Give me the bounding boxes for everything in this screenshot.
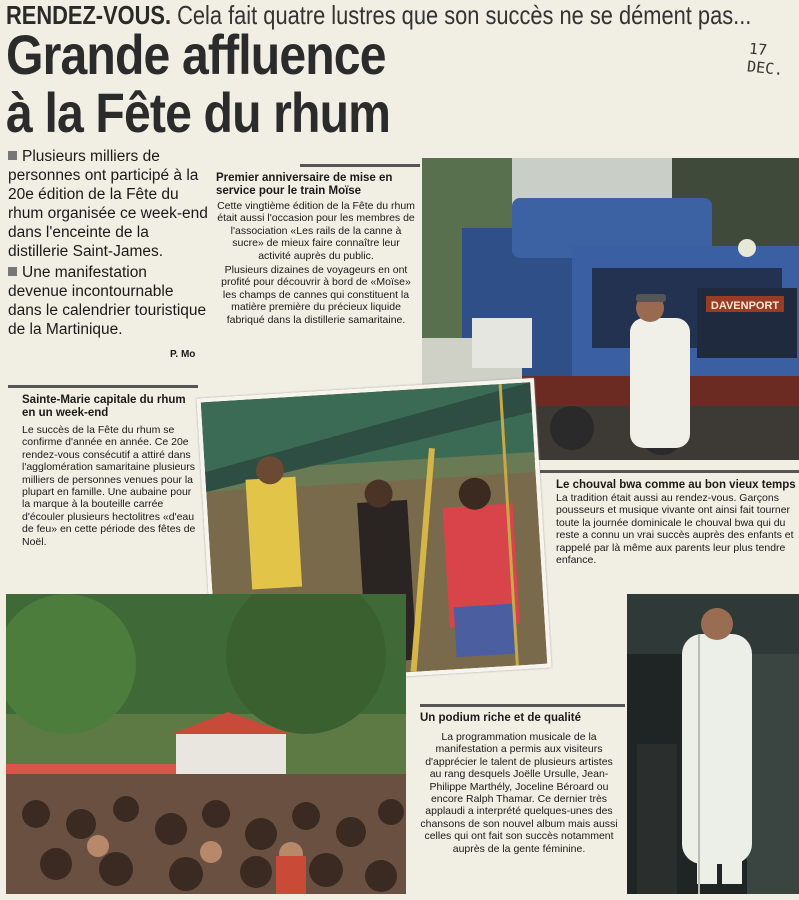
section-rule: [8, 385, 198, 388]
headline: [6, 23, 391, 144]
lead-point-1-text: Plusieurs milliers de personnes ont participé à la 20e édition de la Fête du rhum organisée ce week-end dans l'enceinte de la distillerie Saint-James.: [8, 148, 208, 260]
article-sainte-marie-body: Le succès de la Fête du rhum se confirme d'année en année. Ce 20e rendez-vous consécutif a attiré dans l'agglomération samaritaine plusieurs milliers de personnes venues pour la plupart en famille. Une aubaine pour la marque à la bouteille carrée d'écouler plusieurs hectolitres «d'eau de feu» en cette période des fêtes de Noël.: [22, 424, 196, 548]
article-train-para-1: Cette vingtième édition de la Fête du rhum était aussi l'occasion pour les membres de l'association «Les rails de la canne à sucre» de mieux faire connaître leur activité auprès du public.: [217, 200, 415, 262]
article-chouval: [556, 479, 799, 566]
article-podium: [420, 712, 618, 855]
article-train-heading: Premier anniversaire de mise en service pour le train Moïse: [216, 172, 393, 197]
section-rule: [540, 470, 799, 473]
article-sainte-marie: [22, 394, 198, 548]
headline-line-2: à la Fête du rhum: [6, 81, 391, 144]
bullet-square-icon: [8, 151, 17, 160]
date-stamp: 17 DEC.: [746, 39, 785, 80]
article-train-para-2: Plusieurs dizaines de voyageurs en ont profité pour découvrir à bord de «Moïse» les champs de cannes qui constituent la matière première du précieux liquide fabriqué dans la distillerie samaritaine.: [221, 264, 411, 326]
article-podium-body: La programmation musicale de la manifestation a permis aux visiteurs d'apprécier le talent de plusieurs artistes au rang desquels Joëlle Ursulle, Jean-Philippe Marthély, Joceline Béroard ou encore Ralph Thamar. Ce dernier très applaudi a interprété quelques-unes des chansons de son nouvel album mais aussi celles qui ont fait son succès notamment auprès de la gente féminine.: [420, 731, 618, 855]
article-podium-heading: Un podium riche et de qualité: [420, 712, 582, 724]
lead-point-1: [8, 147, 208, 261]
kicker-text: Cela fait quatre lustres que son succès ne se dément pas...: [177, 0, 752, 30]
photo-singer: [627, 594, 799, 894]
bullet-square-icon: [8, 267, 17, 276]
kicker-label: RENDEZ-VOUS.: [6, 0, 172, 30]
article-train: [216, 172, 416, 326]
lead-summary: [8, 147, 208, 341]
headline-line-1: Grande affluence: [6, 23, 386, 86]
article-sainte-marie-heading: Sainte-Marie capitale du rhum en un week-end: [22, 394, 186, 419]
lead-point-2: [8, 263, 208, 339]
byline: P. Mo: [170, 349, 196, 360]
photo-crowd: [6, 594, 406, 894]
section-rule: [420, 704, 625, 707]
article-chouval-heading: Le chouval bwa comme au bon vieux temps: [556, 479, 796, 491]
article-chouval-body: La tradition était aussi au rendez-vous. Garçons pousseurs et musique vivante ont ainsi fait tourner toute la journée dominicale le chouval bwa qui du reste a connu un vrai succès auprès des enfants et rappelé par là même aux parents leur plus tendre enfance.: [556, 492, 794, 567]
section-rule: [300, 164, 420, 167]
lead-point-2-text: Une manifestation devenue incontournable dans le calendrier touristique de la Martinique.: [8, 264, 207, 338]
photo-train-sign: DAVENPORT: [710, 300, 780, 312]
